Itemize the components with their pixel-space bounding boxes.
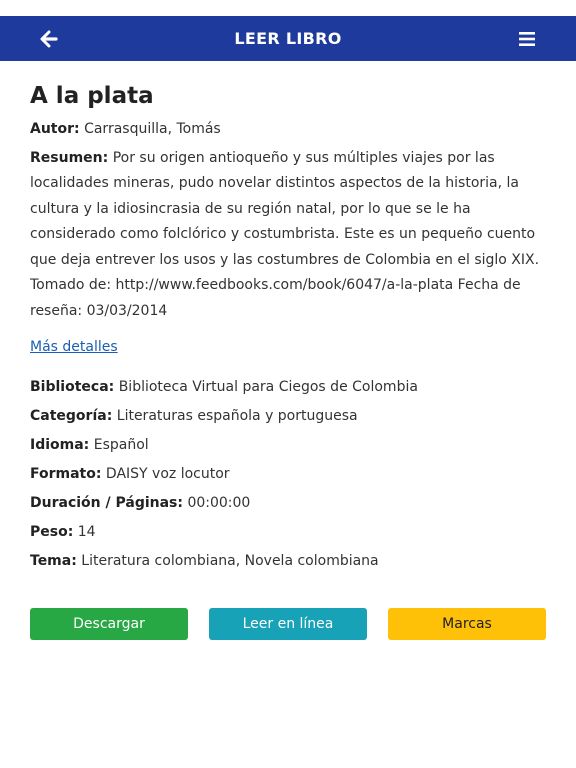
summary-value: Por su origen antioqueño y sus múltiples viajes por las localidades mineras, pudo novelar distintos aspectos de la historia, la cultura y la idiosincrasia de su región natal, por lo que se le ha considerado como folclórico y costumbrista. Este es un pequeño cuento que deja entrever los usos y las costumbres de Colombia en el siglo XIX. Tomado de: http://www.feedbooks.com/book/6047/a-la-plata Fecha de reseña: 03/03/2014 [30, 149, 540, 319]
page-title: LEER LIBRO [234, 29, 342, 48]
read-online-button[interactable]: Leer en línea [209, 608, 367, 640]
language-label: Idioma: [30, 437, 90, 453]
topic-value: Literatura colombiana, Novela colombiana [81, 553, 379, 569]
language-value: Español [93, 437, 149, 453]
summary-label: Resumen: [30, 149, 109, 166]
size-field [30, 518, 546, 547]
size-value: 14 [77, 524, 96, 540]
format-value: DAISY voz locutor [105, 466, 230, 482]
top-app-bar [0, 16, 576, 61]
arrow-left-icon [40, 30, 58, 48]
book-detail [0, 81, 576, 640]
back-button[interactable] [36, 26, 62, 52]
library-label: Biblioteca: [30, 379, 115, 395]
category-label: Categoría: [30, 408, 113, 424]
topic-label: Tema: [30, 553, 77, 569]
language-field [30, 431, 546, 460]
library-field [30, 373, 546, 402]
format-label: Formato: [30, 466, 102, 482]
bookmarks-button[interactable]: Marcas [388, 608, 546, 640]
metadata-list [30, 373, 546, 576]
duration-field [30, 489, 546, 518]
hamburger-menu-icon [518, 31, 536, 47]
category-field [30, 402, 546, 431]
book-title: A la plata [30, 83, 154, 109]
action-buttons [30, 608, 546, 640]
more-details-link[interactable]: Más detalles [30, 339, 118, 355]
duration-label: Duración / Páginas: [30, 495, 183, 511]
duration-value: 00:00:00 [187, 495, 251, 511]
library-value: Biblioteca Virtual para Ciegos de Colombia [118, 379, 418, 395]
menu-button[interactable] [514, 26, 540, 52]
author-field [30, 117, 546, 143]
download-button[interactable]: Descargar [30, 608, 188, 640]
size-label: Peso: [30, 524, 74, 540]
category-value: Literaturas española y portuguesa [116, 408, 358, 424]
author-value: Carrasquilla, Tomás [84, 121, 221, 137]
summary-field [30, 146, 546, 325]
status-bar [0, 0, 576, 16]
author-label: Autor: [30, 121, 80, 137]
topic-field [30, 547, 546, 576]
format-field [30, 460, 546, 489]
